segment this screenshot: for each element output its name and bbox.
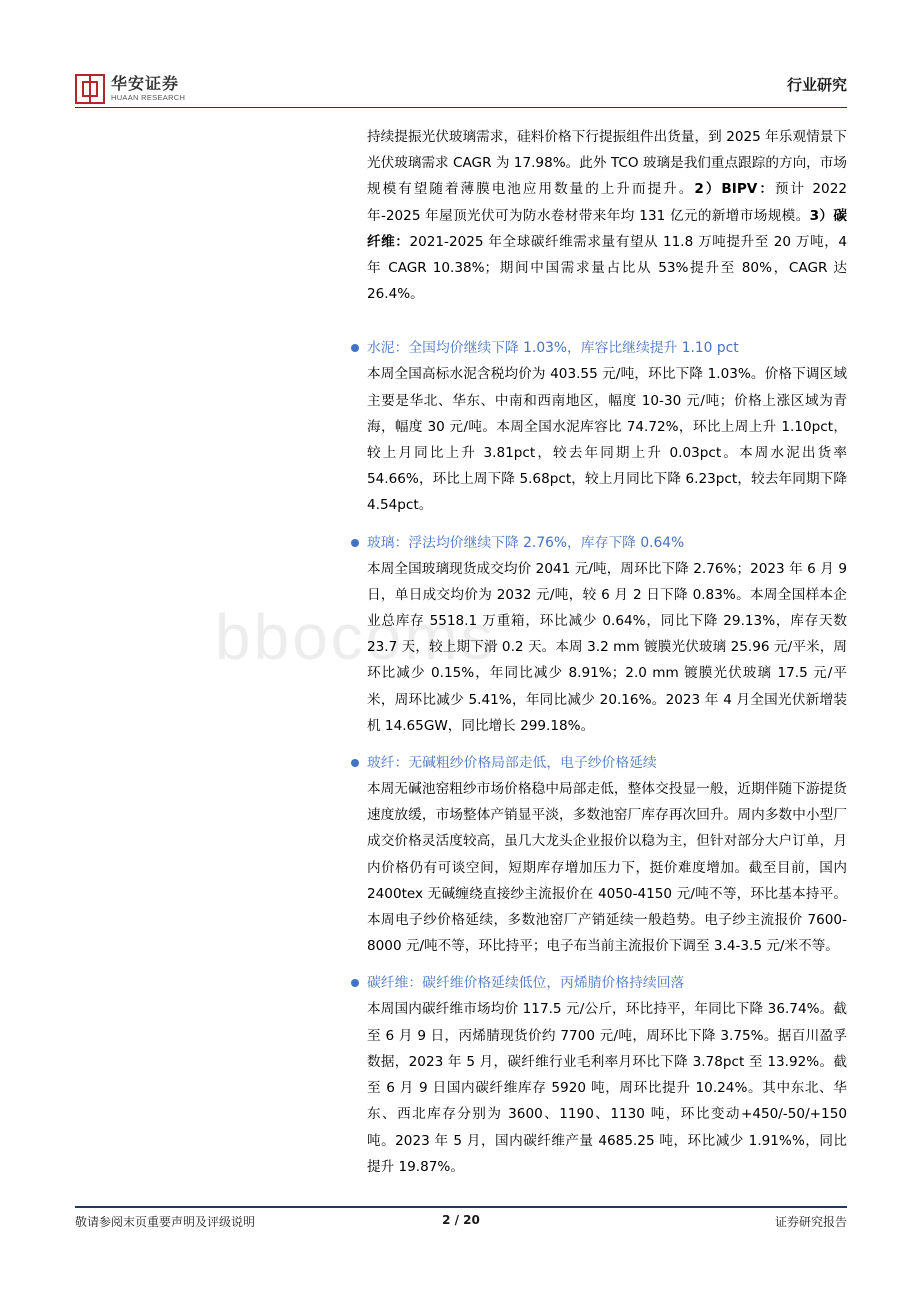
footer-disclaimer: 敬请参阅末页重要声明及评级说明 [75, 1215, 256, 1229]
section-title-fiberglass: 玻纤：无碱粗纱价格局部走低，电子纱价格延续 [367, 750, 847, 776]
intro-text-2: 预计 2022 年-2025 年屋顶光伏可为防水卷材带来年均 131 亿元的新增市场规模。 [367, 181, 847, 224]
intro-bipv-heading: 2）BIPV： [694, 181, 775, 198]
company-logo [75, 74, 185, 104]
bullet-dot-icon [351, 344, 359, 352]
page-header [75, 72, 847, 112]
intro-text-3: 2021-2025 年全球碳纤维需求量有望从 11.8 万吨提升至 20 万吨，4 年 CAGR 10.38%；期间中国需求量占比从 53%提升至 80%，CAGR 达 26.4%。 [367, 233, 847, 303]
logo-chinese-name: 华安证券 [111, 74, 180, 93]
page-number: 2 / 20 [442, 1213, 480, 1227]
bullet-dot-icon [351, 539, 359, 547]
header-divider [75, 107, 847, 108]
section-body-cement: 本周全国高标水泥含税均价为 403.55 元/吨，环比下降 1.03%。价格下调区域主要是华北、华东、中南和西南地区，幅度 10-30 元/吨；价格上涨区域为青海，幅度 30 元/吨。本周全国水泥库容比 74.72%，环比上周上升 1.10pct，较上月同比上升 3.81pct，较去年同期上升 0.03pct。本周水泥出货率 54.66%，环比上周下降 5.68pct，较上月同比下降 6.23pct，较去年同期下降 4.54pct。 [367, 366, 847, 514]
section-body-fiberglass: 本周无碱池窑粗纱市场价格稳中局部走低，整体交投显一般，近期伴随下游提货速度放缓，市场整体产销显平淡，多数池窑厂库存再次回升。周内多数中小型厂成交价格灵活度较高，虽几大龙头企业报价以稳为主，但针对部分大户订单，月内价格仍有可谈空间，短期库存增加压力下，挺价难度增加。截至目前，国内 2400tex 无碱缠绕直接纱主流报价在 4050-4150 元/吨不等，环比基本持平。本周电子纱价格延续，多数池窑厂产销延续一般趋势。电子纱主流报价 7600-8000 元/吨不等，环比持平；电子布当前主流报价下调至 3.4-3.5 元/米不等。 [367, 781, 847, 955]
main-content [367, 124, 847, 1180]
page-footer [75, 1213, 847, 1233]
bullet-dot-icon [351, 759, 359, 767]
section-body-glass: 本周全国玻璃现货成交均价 2041 元/吨，周环比下降 2.76%；2023 年 6 月 9 日，单日成交均价为 2032 元/吨，较 6 月 2 日下降 0.83%。本周全国样本企业总库存 5518.1 万重箱，环比减少 0.64%，同比下降 29.13%，库存天数 23.7 天，较上期下滑 0.2 天。本周 3.2 mm 镀膜光伏玻璃 25.96 元/平米，周环比减少 0.15%，年同比减少 8.91%；2.0 mm 镀膜光伏玻璃 17.5 元/平米，周环比减少 5.41%，年同比减少 20.16%。2023 年 4 月全国光伏新增装机 14.65GW，同比增长 299.18%。 [367, 560, 847, 734]
section-body-carbon-fiber: 本周国内碳纤维市场均价 117.5 元/公斤，环比持平，年同比下降 36.74%。截至 6 月 9 日，丙烯腈现货价约 7700 元/吨，周环比下降 3.75%。据百川盈孚数据，2023 年 5 月，碳纤维行业毛利率月环比下降 3.78pct 至 13.92%。截至 6 月 9 日国内碳纤维库存 5920 吨，周环比提升 10.24%。其中东北、华东、西北库存分别为 3600、1190、1130 吨，环比变动+450/-50/+150 吨。2023 年 5 月，国内碳纤维产量 4685.25 吨，环比减少 1.91%%，同比提升 19.87%。 [367, 1001, 847, 1175]
intro-carbon-fiber-heading: 3）碳纤维： [367, 207, 847, 250]
logo-english-name: HUAAN RESEARCH [111, 93, 186, 102]
footer-report-type: 证券研究报告 [774, 1215, 847, 1229]
logo-emblem-icon [75, 74, 105, 104]
footer-divider [75, 1206, 847, 1208]
bullet-dot-icon [351, 979, 359, 987]
intro-text-1: 持续提振光伏玻璃需求，硅料价格下行提振组件出货量，到 2025 年乐观情景下光伏玻璃需求 CAGR 为 17.98%。此外 TCO 玻璃是我们重点跟踪的方向，市场规模有望随着薄膜电池应用数量的上升而提升。 [367, 129, 847, 198]
report-category: 行业研究 [786, 76, 847, 94]
section-title-glass: 玻璃：浮法均价继续下降 2.76%，库存下降 0.64% [367, 530, 847, 556]
watermark: bbocoms [215, 601, 496, 673]
section-title-carbon-fiber: 碳纤维：碳纤维价格延续低位，丙烯腈价格持续回落 [367, 970, 847, 996]
section-title-cement: 水泥：全国均价继续下降 1.03%，库容比继续提升 1.10 pct [367, 335, 847, 361]
intro-paragraph [367, 124, 847, 307]
